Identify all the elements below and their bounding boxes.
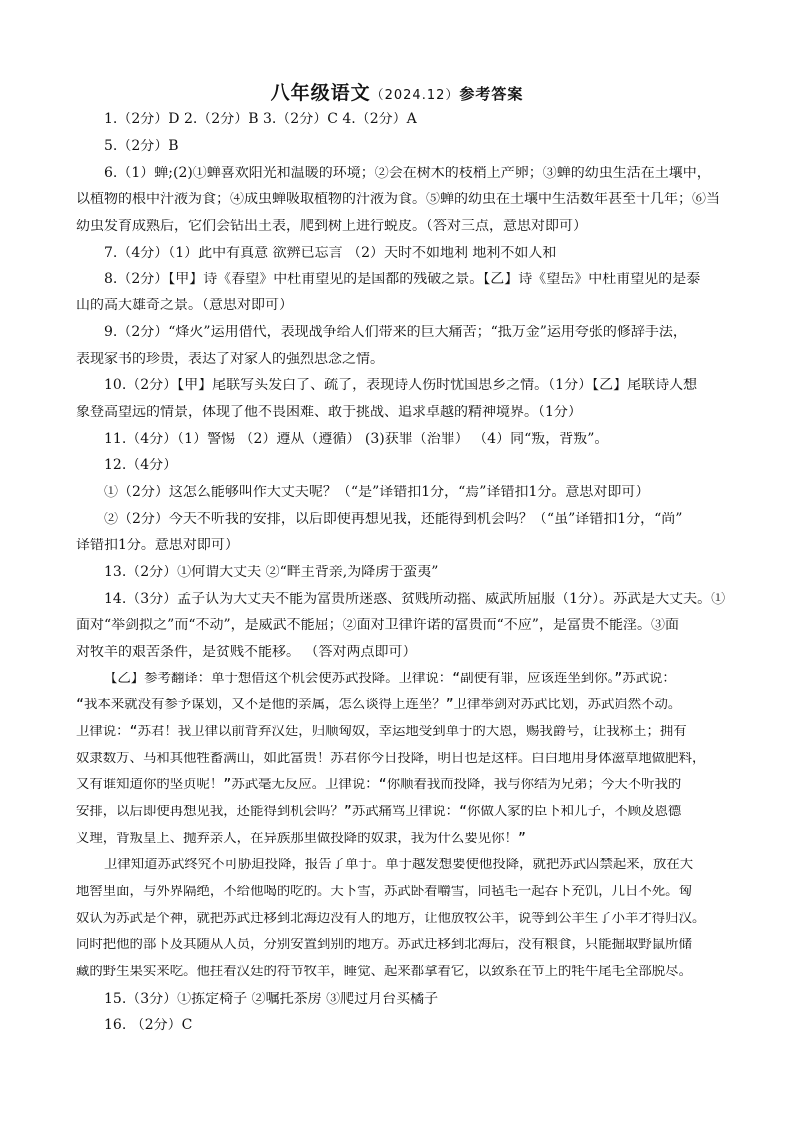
translation-line-1: 【乙】参考翻译：单于想借这个机会使苏武投降。卫律说：“副使有罪，应该连坐到你。”苏武说： xyxy=(104,672,676,686)
translation-line-7: 义理，背叛皇上、抛弃亲人，在异族那里做投降的奴隶，我为什么要见你！” xyxy=(76,832,526,846)
translation-line-2: “我本来就没有参予谋划，又不是他的亲属，怎么谈得上连坐？”卫律举剑对苏武比划，苏武岿然不动。 xyxy=(76,698,682,712)
translation-line-6: 安排，以后即使再想见我，还能得到机会吗？”苏武痛骂卫律说：“你做人家的臣下和儿子，不顾及恩德 xyxy=(76,805,682,819)
translation-line-10: 奴认为苏武是个神，就把苏武迁移到北海边没有人的地方，让他放牧公羊，说等到公羊生了小羊才得归汉。 xyxy=(76,912,706,926)
answer-line-10-cont: 象登高望远的情景，体现了他不畏困难、敢于挑战、追求卓越的精神境界。（1分） xyxy=(76,405,582,419)
answer-line-6-cont-2: 幼虫发育成熟后，它们会钻出土表，爬到树上进行蜕皮。（答对三点，意思对即可） xyxy=(76,219,587,233)
translation-line-8: 卫律知道苏武终究不可胁迫投降，报告了单于。单于越发想要使他投降，就把苏武囚禁起来，放在大 xyxy=(104,858,694,872)
answer-line-13: 13.（2分）①何谓大丈夫 ②“畔主背亲,为降虏于蛮夷” xyxy=(104,565,439,579)
answer-line-9-cont: 表现家书的珍贵，表达了对家人的强烈思念之情。 xyxy=(76,352,384,366)
translation-line-4: 奴隶数万、马和其他牲畜满山，如此富贵！苏君你今日投降，明日也是这样。白白地用身体滋草地做肥料， xyxy=(76,752,706,766)
translation-line-9: 地窖里面，与外界隔绝，不给他喝的吃的。天下雪，苏武卧着嚼雪，同毡毛一起吞下充饥，几日不死。匈 xyxy=(76,885,692,899)
answer-line-14: 14.（3分）孟子认为大丈夫不能为富贵所迷惑、贫贱所动摇、威武所屈服（1分）。苏武是大丈夫。① xyxy=(104,592,726,606)
answer-line-12: 12.（4分） xyxy=(104,458,178,472)
translation-line-11: 同时把他的部下及其随从人员，分别安置到别的地方。苏武迁移到北海后，没有粮食，只能掘取野鼠所储 xyxy=(76,938,692,952)
answer-line-9: 9.（2分）“烽火”运用借代，表现战争给人们带来的巨大痛苦；“抵万金”运用夸张的修辞手法， xyxy=(104,325,687,339)
answer-line-6-cont-1: 以植物的根中汁液为食；④成虫蝉吸取植物的汁液为食。⑤蝉的幼虫在土壤中生活数年甚至十几年；⑥当 xyxy=(76,192,720,206)
answer-line-11: 11.（4分）（1）警惕 （2）遵从（遵循） (3)获罪（治罪） （4）同“叛，背叛”。 xyxy=(104,432,609,446)
answer-line-5: 5.（2分）B xyxy=(104,139,179,153)
answer-line-16: 16. （2分）C xyxy=(104,1018,193,1032)
translation-line-12: 藏的野生果实来吃。他拄着汉廷的符节牧羊，睡觉、起来都拿着它，以致系在节上的牦牛尾毛全部脱尽。 xyxy=(76,965,692,979)
answer-line-14-cont-2: 对牧羊的艰苦条件，是贫贱不能移。 （答对两点即可） xyxy=(76,645,417,659)
answer-line-10: 10.（2分）【甲】尾联写头发白了、疏了，表现诗人伤时忧国思乡之情。（1分）【乙】尾联诗人想 xyxy=(104,378,698,392)
answer-line-14-cont-1: 面对“举剑拟之”而“不动”，是威武不能屈；②面对卫律许诺的富贵而“不应”，是富贵不能淫。③面 xyxy=(76,618,679,632)
answer-line-12-2-cont: 译错扣1分。意思对即可） xyxy=(76,538,239,552)
title-main: 八年级语文 xyxy=(270,82,371,104)
page-title xyxy=(0,78,794,105)
translation-line-5: 又有谁知道你的坚贞呢！”苏武毫无反应。卫律说：“你顺着我而投降，我与你结为兄弟；今天不听我的 xyxy=(76,778,682,792)
answer-line-1-4: 1.（2分）D 2.（2分）B 3.（2分）C 4.（2分）A xyxy=(104,112,417,126)
translation-line-3: 卫律说：“苏君！我卫律以前背弃汉廷，归顺匈奴，幸运地受到单于的大恩，赐我爵号，让我称王；拥有 xyxy=(76,725,687,739)
answer-line-8-cont: 山的高大雄奇之景。（意思对即可） xyxy=(76,298,293,312)
answer-line-6: 6.（1）蝉;(2)①蝉喜欢阳光和温暖的环境；②会在树木的枝梢上产卵；③蝉的幼虫生活在土壤中， xyxy=(104,166,711,180)
answer-line-12-2: ②（2分）今天不听我的安排，以后即使再想见我，还能得到机会吗？（“虽”译错扣1分，“尚” xyxy=(104,512,683,526)
answer-line-8: 8.（2分）【甲】诗《春望》中杜甫望见的是国都的残破之景。【乙】诗《望岳》中杜甫望见的是泰 xyxy=(104,272,701,286)
answer-line-15: 15.（3分）①拣定椅子 ②嘱托茶房 ③爬过月台买橘子 xyxy=(104,992,439,1006)
title-date: （2024.12） xyxy=(370,88,460,103)
title-suffix: 参考答案 xyxy=(459,85,524,103)
answer-line-7: 7.（4分）（1）此中有真意 欲辨已忘言 （2）天时不如地利 地利不如人和 xyxy=(104,246,557,260)
answer-line-12-1: ①（2分）这怎么能够叫作大丈夫呢？（“是”译错扣1分，“焉”译错扣1分。意思对即可） xyxy=(104,485,650,499)
